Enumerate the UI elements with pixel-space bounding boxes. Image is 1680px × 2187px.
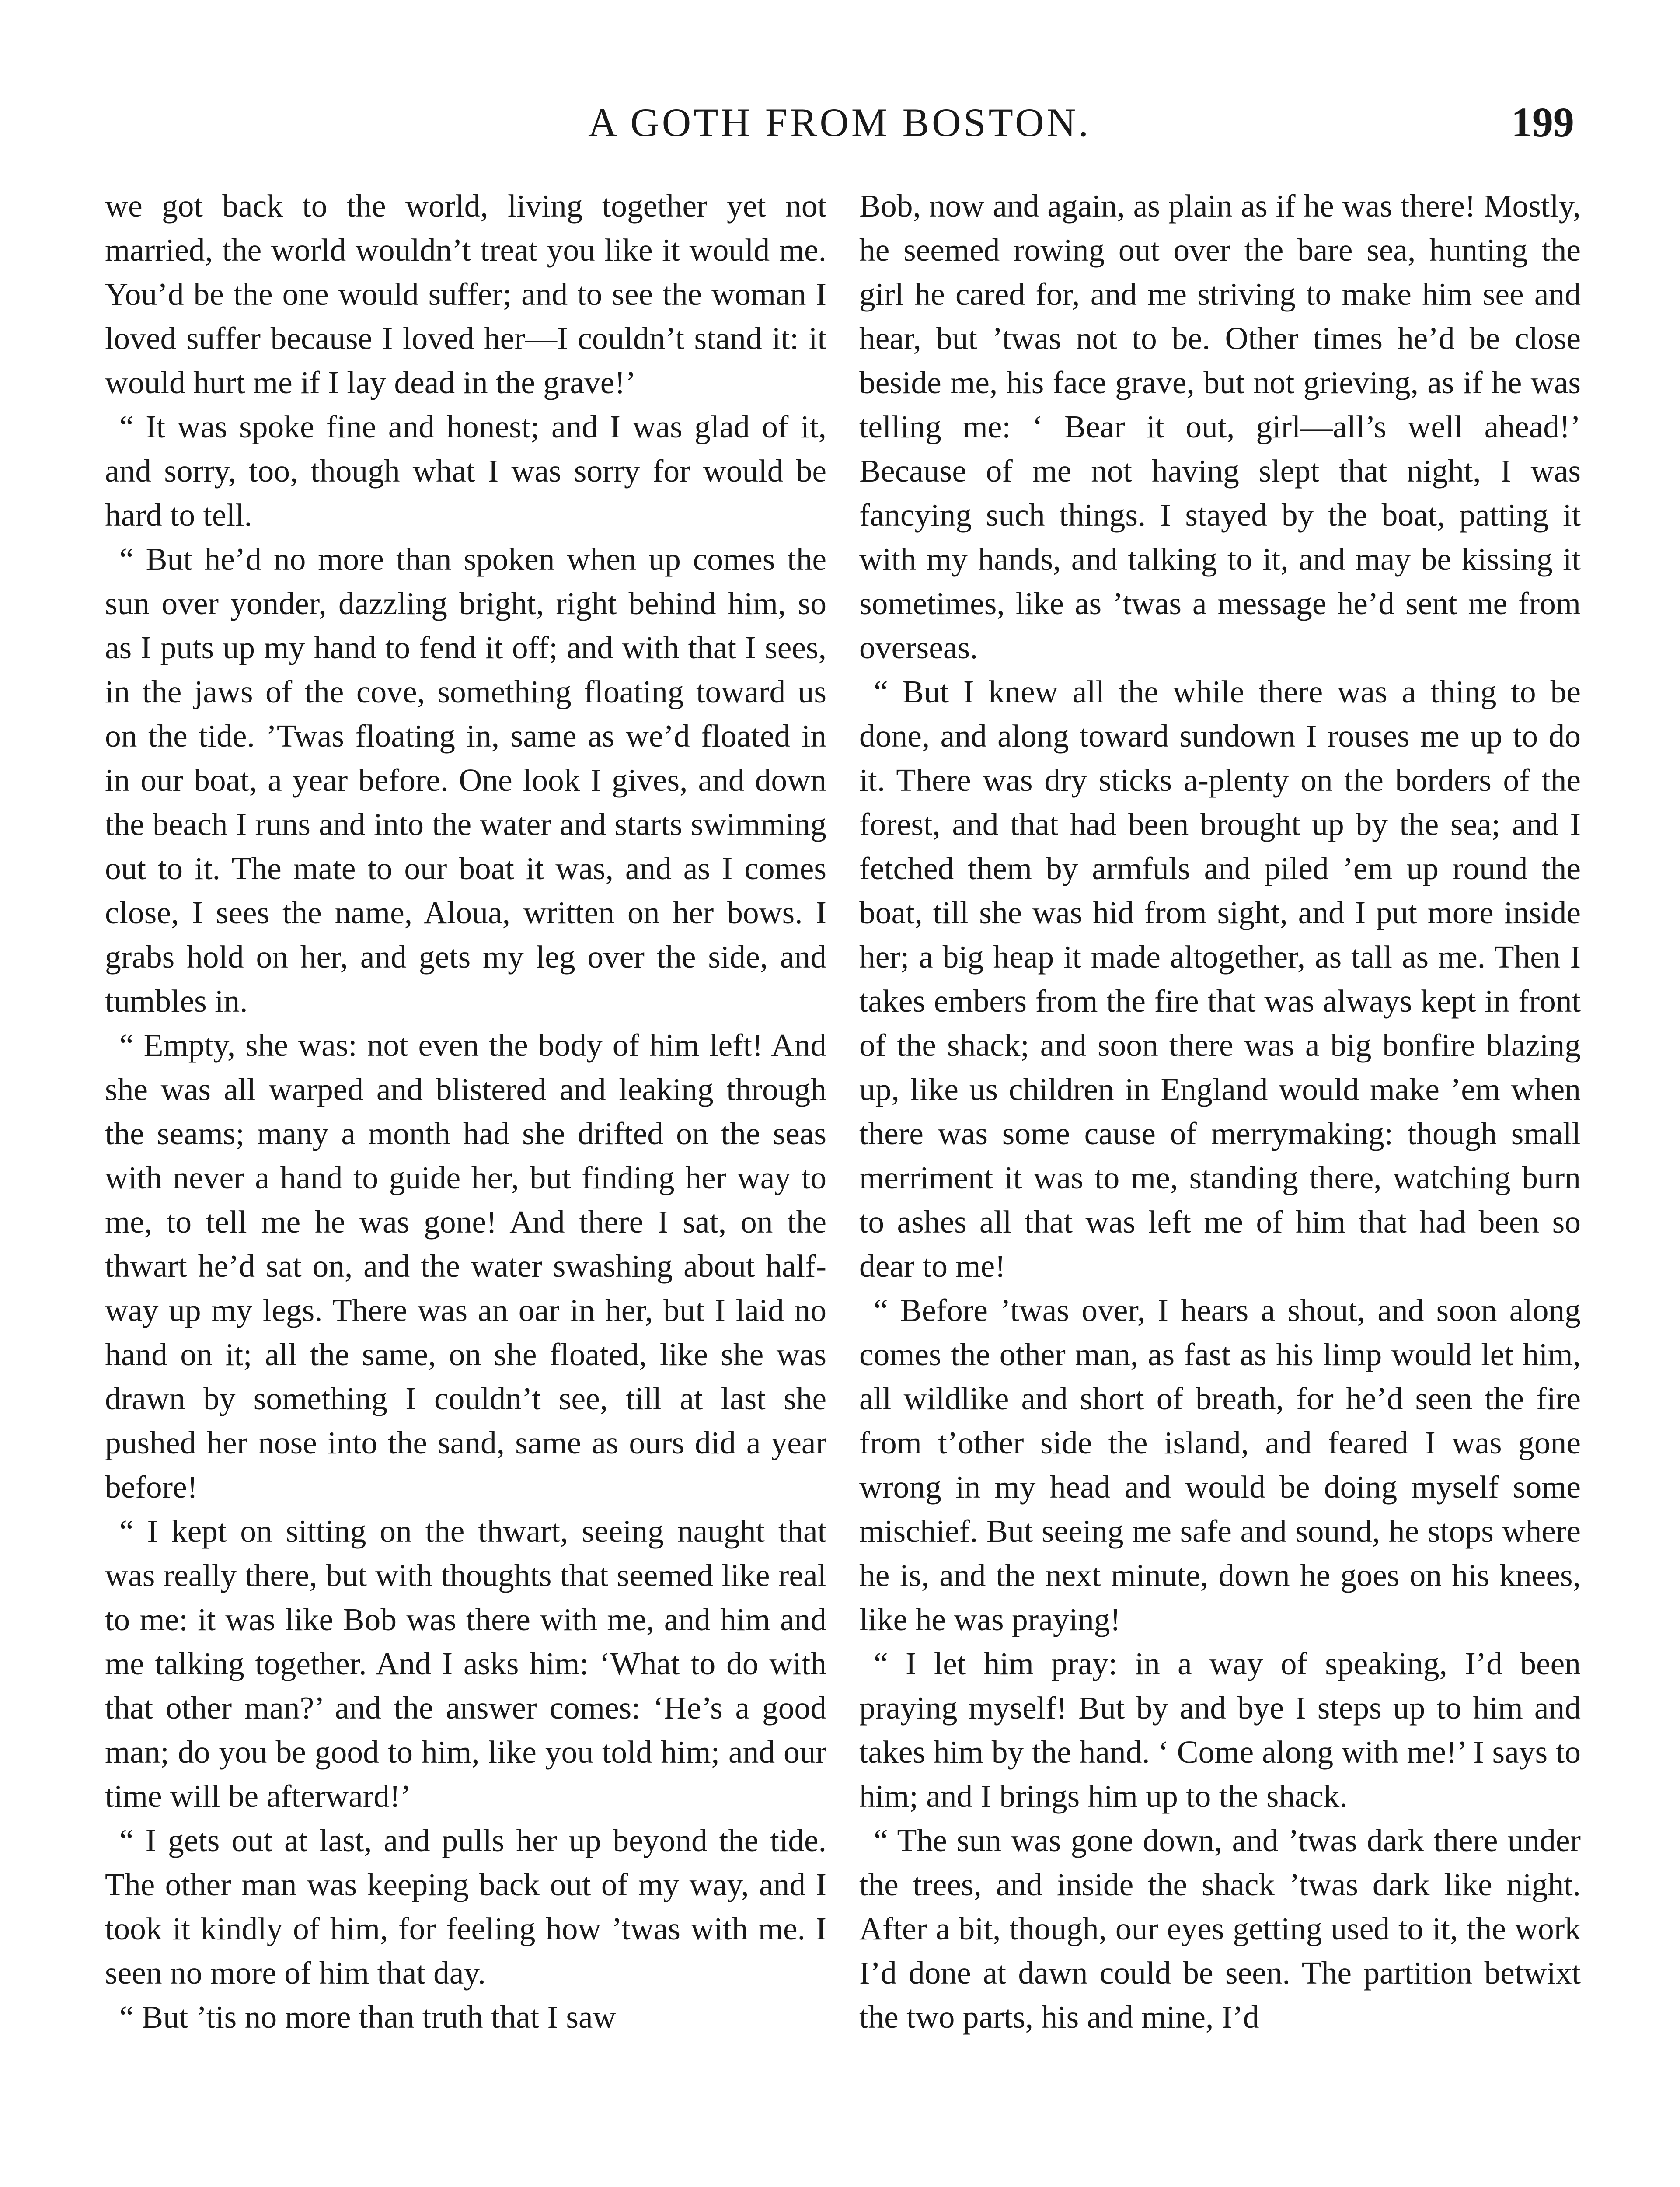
running-title: A GOTH FROM BOSTON. xyxy=(588,100,1091,145)
paragraph: “ But I knew all the while there was a thing to be done, and along toward sundown I rouses me up to do it. There was dry sticks a-plenty on the borders of the forest, and that had been brought up by the sea; and I fetched them by armfuls and piled ’em up round the boat, till she was hid from sight, and I put more inside her; a big heap it made altogether, as tall as me. Then I takes embers from the fire that was always kept in front of the shack; and soon there was a big bonfire blazing up, like us children in England would make ’em when there was some cause of merrymaking: though small merriment it was to me, standing there, watching burn to ashes all that was left me of him that had been so dear to me! xyxy=(859,674,1581,1284)
paragraph: Bob, now and again, as plain as if he was there! Mostly, he seemed rowing out over the bare sea, hunting the girl he cared for, and me striving to make him see and hear, but ’twas not to be. Other times he’d be close beside me, his face grave, but not grieving, as if he was telling me: ‘ Bear it out, girl—all’s well ahead!’ Because of me not having slept that night, I was fancying such things. I stayed by the boat, patting it with my hands, and talking to it, and may be kissing it sometimes, like as ’twas a message he’d sent me from overseas. xyxy=(859,188,1581,665)
paragraph: “ But he’d no more than spoken when up comes the sun over yonder, dazzling bright, right behind him, so as I puts up my hand to fend it off; and with that I sees, in the jaws of the cove, something floating toward us on the tide. ’Twas floating in, same as we’d floated in in our boat, a year before. One look I gives, and down the beach I runs and into the water and starts swimming out to it. The mate to our boat it was, and as I comes close, I sees the name, Aloua, written on her bows. I grabs hold on her, and gets my leg over the side, and tumbles in. xyxy=(105,542,826,1019)
paragraph: “ I let him pray: in a way of speaking, I’d been praying myself! But by and bye I steps up to him and takes him by the hand. ‘ Come along with me!’ I says to him; and I brings him up to the shack. xyxy=(859,1646,1581,1814)
paragraph: “ Before ’twas over, I hears a shout, and soon along comes the other man, as fast as his limp would let him, all wildlike and short of breath, for he’d seen the fire from t’other side the island, and feared I was gone wrong in my head and would be doing myself some mischief. But seeing me safe and sound, he stops where he is, and the next minute, down he goes on his knees, like he was praying! xyxy=(859,1293,1581,1637)
right-column xyxy=(859,184,1581,2039)
page-header xyxy=(105,94,1574,151)
page-number: 199 xyxy=(1511,99,1574,146)
paragraph: “ It was spoke fine and honest; and I was glad of it, and sorry, too, though what I was sorry for would be hard to tell. xyxy=(105,409,826,533)
left-column xyxy=(105,184,826,2039)
paragraph: “ But ’tis no more than truth that I saw xyxy=(119,1999,616,2035)
paragraph: “ I gets out at last, and pulls her up beyond the tide. The other man was keeping back out of my way, and I took it kindly of him, for feeling how ’twas with me. I seen no more of him that day. xyxy=(105,1823,826,1991)
paragraph: “ I kept on sitting on the thwart, seeing naught that was really there, but with thoughts that seemed like real to me: it was like Bob was there with me, and him and me talking together. And I asks him: ‘What to do with that other man?’ and the answer comes: ‘He’s a good man; do you be good to him, like you told him; and our time will be afterward!’ xyxy=(105,1513,826,1814)
paragraph: “ Empty, she was: not even the body of him left! And she was all warped and blistered and leaking through the seams; many a month had she drifted on the seas with never a hand to guide her, but finding her way to me, to tell me he was gone! And there I sat, on the thwart he’d sat on, and the water swashing about half-way up my legs. There was an oar in her, but I laid no hand on it; all the same, on she floated, like she was drawn by something I couldn’t see, till at last she pushed her nose into the sand, same as ours did a year before! xyxy=(105,1027,826,1505)
paragraph: we got back to the world, living together yet not married, the world wouldn’t treat you like it would me. You’d be the one would suffer; and to see the woman I loved suffer because I loved her—I couldn’t stand it: it would hurt me if I lay dead in the grave!’ xyxy=(105,188,826,400)
paragraph: “ The sun was gone down, and ’twas dark there under the trees, and inside the shack ’twas dark like night. After a bit, though, our eyes getting used to it, the work I’d done at dawn could be seen. The partition betwixt the two parts, his and mine, I’d xyxy=(859,1823,1581,2035)
